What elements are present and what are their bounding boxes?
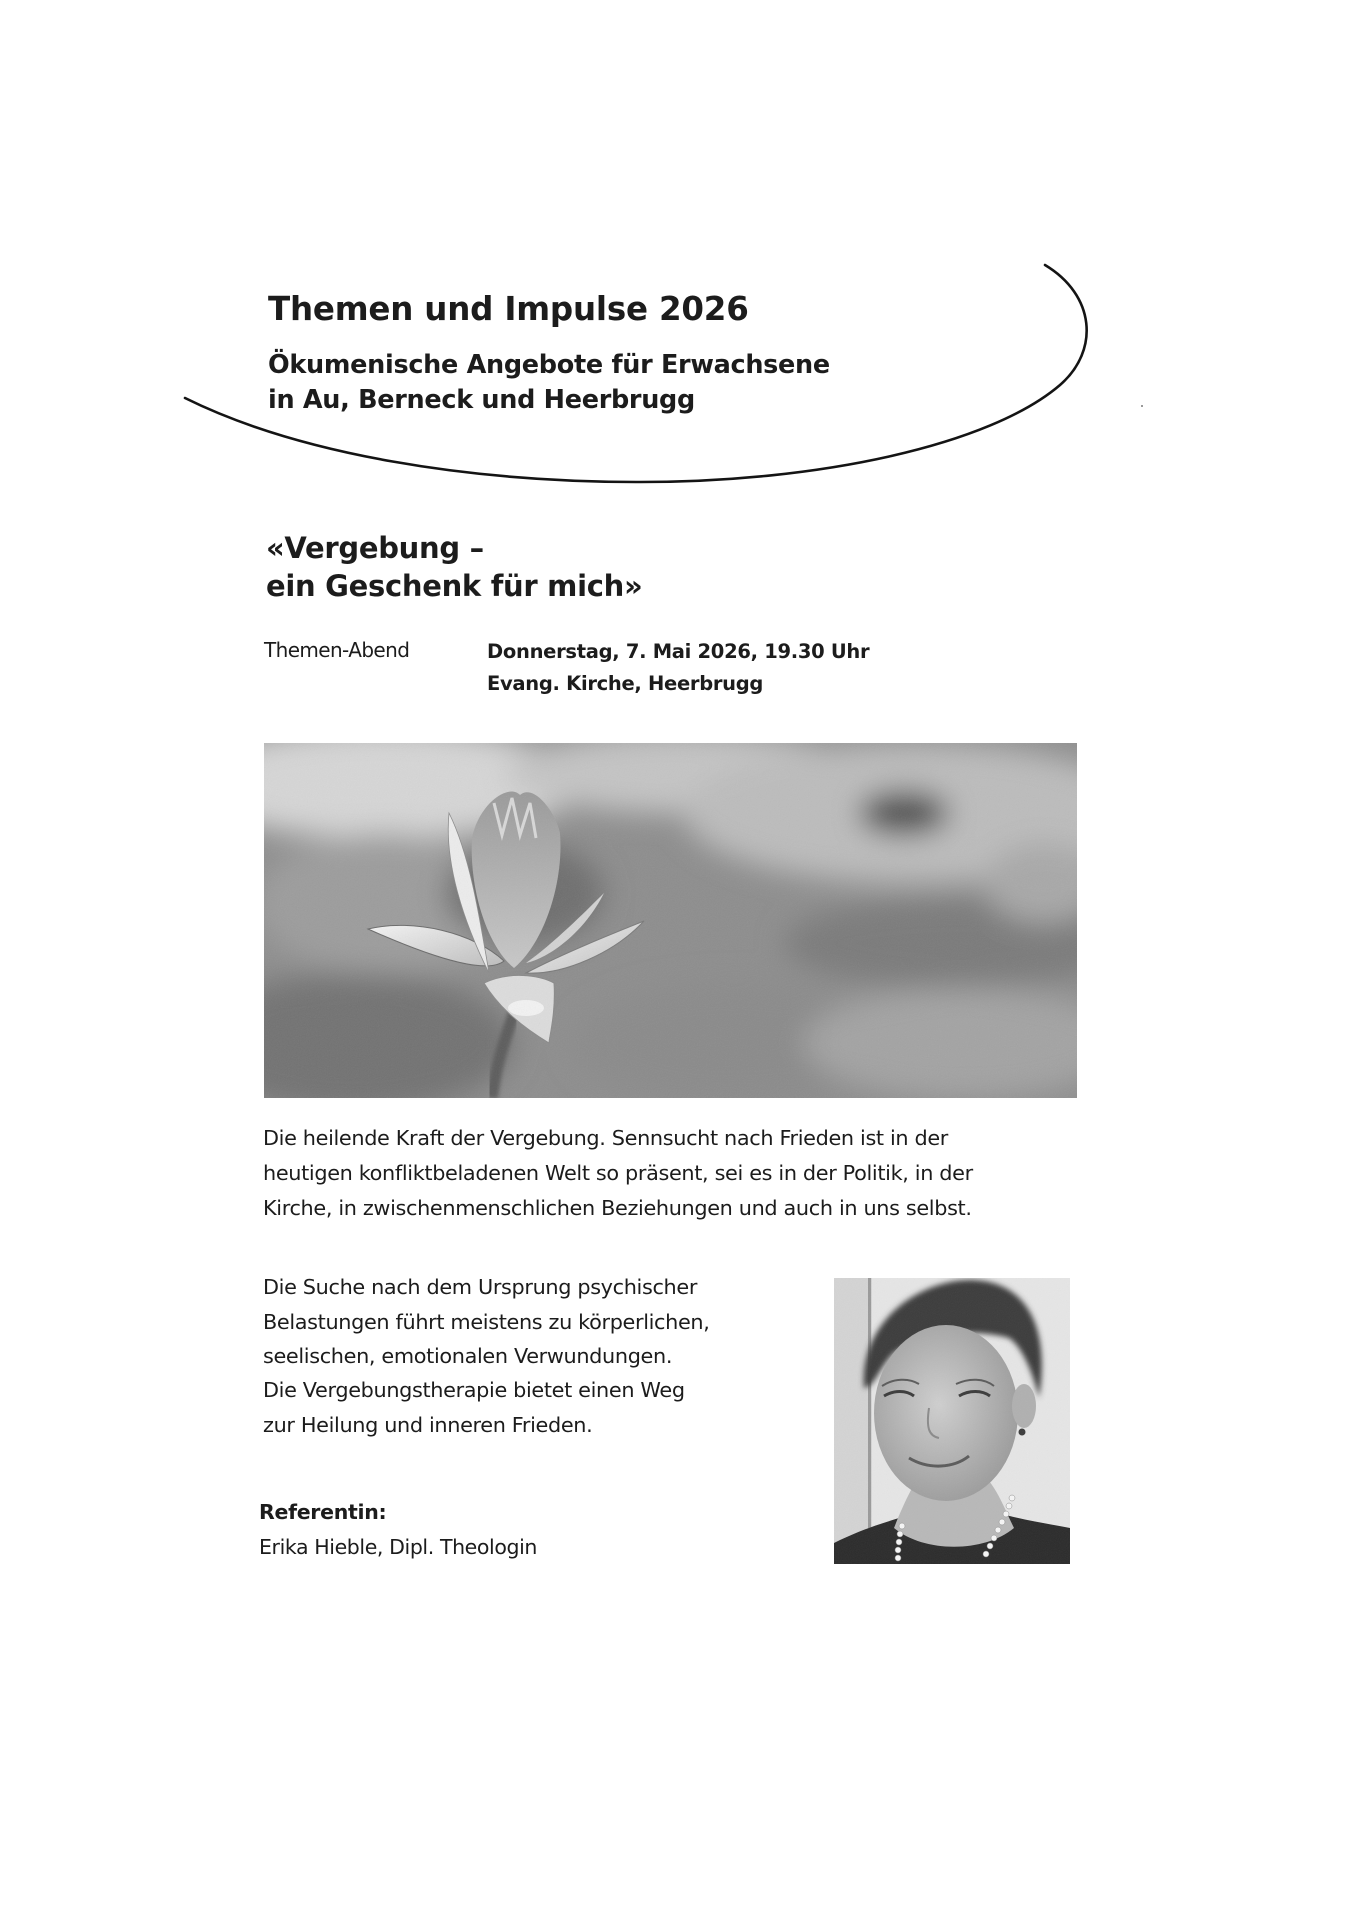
description-line: Belastungen führt meistens zu körperlichen,: [263, 1310, 710, 1334]
intro-line: Die heilende Kraft der Vergebung. Sennsucht nach Frieden ist in der: [263, 1126, 949, 1150]
event-type-label: Themen-Abend: [264, 638, 410, 662]
intro-line: Kirche, in zwischenmenschlichen Beziehungen und auch in uns selbst.: [263, 1196, 972, 1220]
speaker-portrait-photo: [834, 1278, 1070, 1564]
description-line: Die Vergebungstherapie bietet einen Weg: [263, 1378, 685, 1402]
speaker-name: Erika Hieble, Dipl. Theologin: [259, 1535, 537, 1559]
water-lily-photo: [264, 743, 1077, 1098]
series-subtitle-line: in Au, Berneck und Heerbrugg: [268, 385, 695, 415]
series-subtitle-line: Ökumenische Angebote für Erwachsene: [268, 350, 830, 380]
header-swoosh-arc: [0, 0, 1358, 520]
speaker-label: Referentin:: [259, 1500, 387, 1524]
intro-line: heutigen konfliktbeladenen Welt so präsent, sei es in der Politik, in der: [263, 1161, 973, 1185]
event-title-line: «Vergebung –: [266, 531, 484, 565]
description-line: seelischen, emotionalen Verwundungen.: [263, 1344, 673, 1368]
event-location: Evang. Kirche, Heerbrugg: [487, 672, 764, 695]
description-line: zur Heilung und inneren Frieden.: [263, 1413, 593, 1437]
event-date-time: Donnerstag, 7. Mai 2026, 19.30 Uhr: [487, 640, 870, 663]
scan-speck: [1141, 405, 1143, 407]
description-line: Die Suche nach dem Ursprung psychischer: [263, 1275, 698, 1299]
series-title: Themen und Impulse 2026: [268, 290, 749, 328]
event-title-line: ein Geschenk für mich»: [266, 569, 643, 603]
